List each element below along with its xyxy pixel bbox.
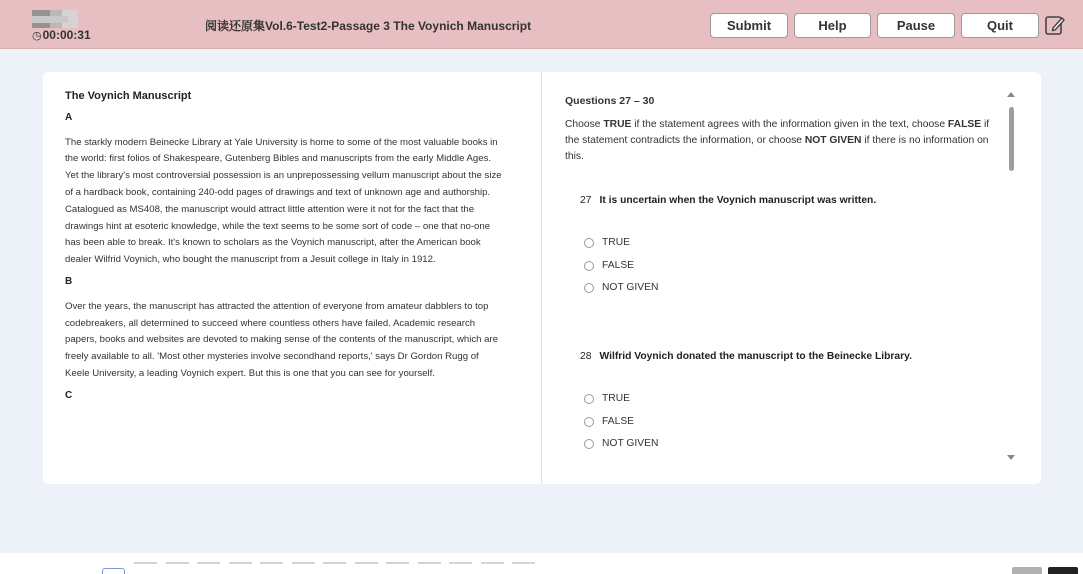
scroll-down-arrow-icon[interactable]	[1007, 455, 1015, 460]
section-paragraph: The starkly modern Beinecke Library at Yale University is home to some of the most valuable books in the world: first folios of Shakespeare, Gutenberg Bibles and manuscripts from the early Middle Ages. Yet the library's most controversial possession is an unprepossessing vellum manuscript about the size of a hardback book, containing 240-odd pages of drawings and text of unknown age and authorship. Catalogued as MS408, the manuscript would attract little attention were it not for the fact that the drawings hint at esoteric knowledge, while the text seems to be some sort of code – one that no-one has been able to break. It's known to scholars as the Voynich manuscript, after the American book dealer Wilfrid Voynich, who bought the manuscript from a Jesuit college in Italy in 1912.	[65, 136, 502, 266]
radio-button[interactable]	[584, 261, 594, 271]
question-nav-item[interactable]	[166, 562, 189, 564]
question-text: It is uncertain when the Voynich manuscript was written.	[599, 195, 877, 206]
section-label: A	[65, 111, 73, 123]
question-number: 27	[580, 195, 592, 206]
radio-button[interactable]	[584, 439, 594, 449]
panel-divider[interactable]	[541, 72, 542, 484]
reading-passage[interactable]	[65, 88, 505, 470]
question-number: 28	[580, 351, 592, 362]
passage-title: The Voynich Manuscript	[65, 90, 192, 102]
questions-panel	[565, 95, 1005, 165]
quit-button[interactable]: Quit	[961, 13, 1039, 38]
section-paragraph: Over the years, the manuscript has attracted the attention of everyone from amateur dabblers to top codebreakers, all determined to succeed where countless others have failed. Academic research papers, books and websites are devoted to making sense of the contents of the manuscript, which are freely available to all. 'Most other mysteries involve secondhand reports,' says Dr Gordon Rugg of Keele University, a leading Voynich expert. But this is one that you can see for yourself.	[65, 300, 499, 379]
question-nav-item[interactable]	[197, 562, 220, 564]
avatar	[32, 10, 92, 28]
next-button[interactable]	[1048, 567, 1078, 574]
question-nav-item[interactable]	[512, 562, 535, 564]
previous-button[interactable]	[1012, 567, 1042, 574]
question-nav-item[interactable]	[386, 562, 409, 564]
section-label: B	[65, 275, 73, 287]
top-bar	[0, 0, 1083, 49]
edit-note-icon[interactable]	[1044, 14, 1066, 36]
question-nav-item[interactable]	[134, 562, 157, 564]
q27-option-not-given[interactable]: NOT GIVEN	[584, 282, 658, 293]
question-nav-item[interactable]	[418, 562, 441, 564]
q27-option-true[interactable]: TRUE	[584, 237, 630, 248]
instructions: Choose TRUE if the statement agrees with the information given in the text, choose FALSE if the statement contradicts the information, or choose NOT GIVEN if there is no information on this.	[565, 119, 990, 162]
q28-option-true[interactable]: TRUE	[584, 393, 630, 404]
timer	[32, 28, 91, 42]
timer-value: 00:00:31	[42, 28, 91, 42]
clock-icon: ◷	[32, 29, 42, 42]
question-nav-item[interactable]	[481, 562, 504, 564]
question-nav-item[interactable]	[292, 562, 315, 564]
radio-button[interactable]	[584, 394, 594, 404]
question-nav-current[interactable]	[102, 568, 125, 574]
question-nav-item[interactable]	[355, 562, 378, 564]
q27-option-false[interactable]: FALSE	[584, 260, 634, 271]
pause-button[interactable]: Pause	[877, 13, 955, 38]
help-button[interactable]: Help	[794, 13, 871, 38]
section-label: C	[65, 389, 73, 401]
radio-button[interactable]	[584, 238, 594, 248]
question-27	[580, 195, 876, 206]
bottom-bar	[0, 553, 1083, 574]
questions-heading: Questions 27 – 30	[565, 95, 655, 107]
q28-option-false[interactable]: FALSE	[584, 416, 634, 427]
question-text: Wilfrid Voynich donated the manuscript to the Beinecke Library.	[599, 351, 912, 362]
scrollbar-thumb[interactable]	[1009, 107, 1014, 171]
submit-button[interactable]: Submit	[710, 13, 788, 38]
page-title: 阅读还原集Vol.6-Test2-Passage 3 The Voynich Manuscript	[205, 19, 532, 33]
scroll-up-arrow-icon[interactable]	[1007, 92, 1015, 97]
radio-button[interactable]	[584, 283, 594, 293]
question-nav-item[interactable]	[260, 562, 283, 564]
radio-button[interactable]	[584, 417, 594, 427]
question-nav-item[interactable]	[229, 562, 252, 564]
question-nav-item[interactable]	[323, 562, 346, 564]
q28-option-not-given[interactable]: NOT GIVEN	[584, 438, 658, 449]
question-nav-item[interactable]	[449, 562, 472, 564]
question-28	[580, 351, 912, 362]
